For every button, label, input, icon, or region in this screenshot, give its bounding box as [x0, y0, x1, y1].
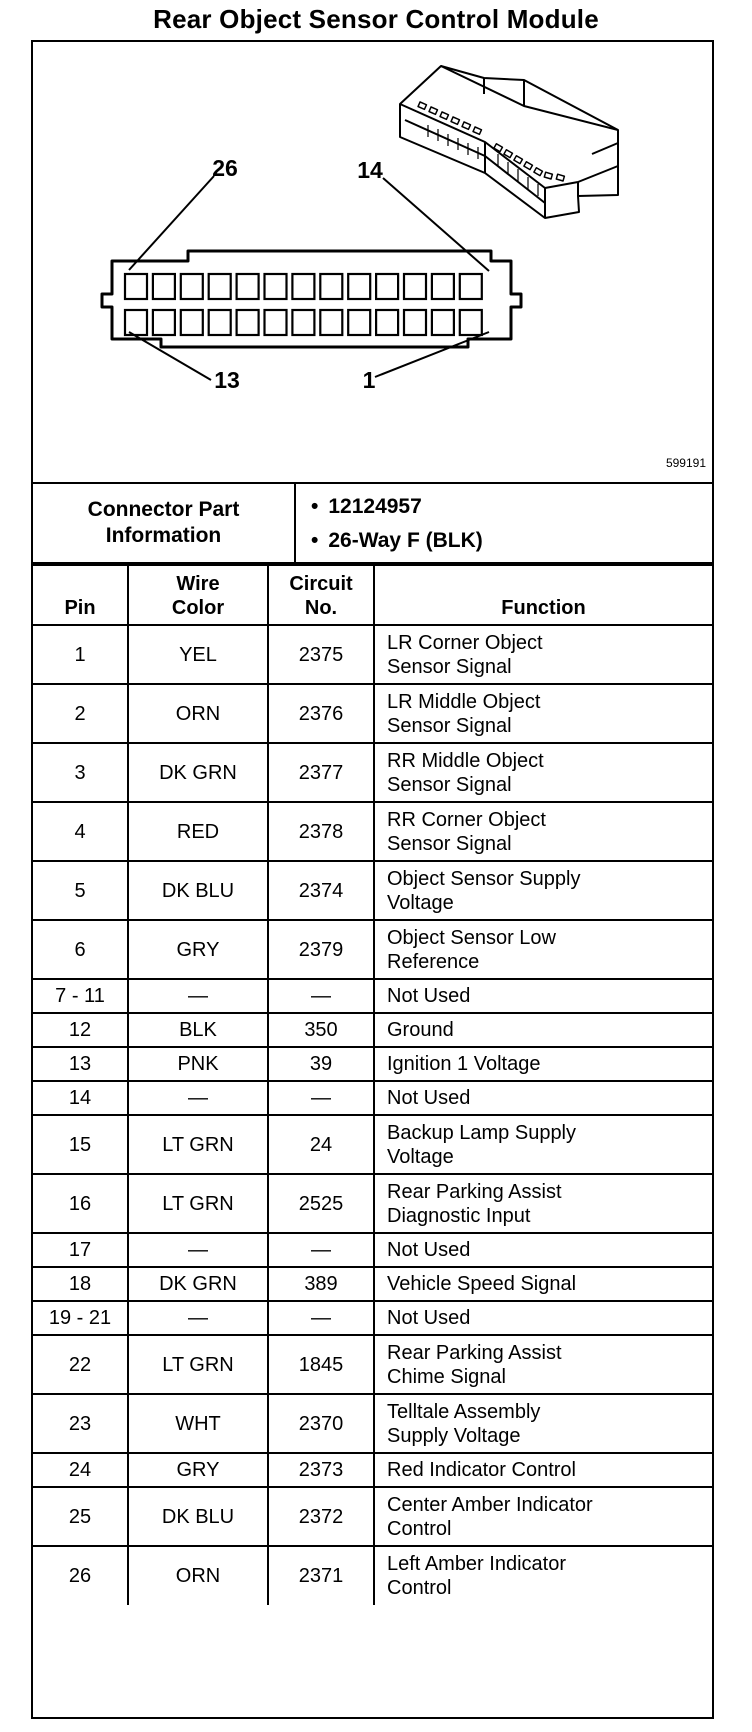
connector-cavity	[153, 310, 175, 335]
wire-color-cell: —	[128, 1233, 268, 1267]
leader-line-14	[383, 178, 489, 271]
pin-cell: 4	[33, 802, 128, 861]
table-row	[33, 1453, 712, 1487]
function-cell: Backup Lamp Supply Voltage	[374, 1115, 712, 1174]
pin-cell: 25	[33, 1487, 128, 1546]
connector-cavity	[125, 274, 147, 299]
circuit-no-cell: 2376	[268, 684, 374, 743]
function-cell: Object Sensor Supply Voltage	[374, 861, 712, 920]
circuit-no-cell: 2373	[268, 1453, 374, 1487]
pin-cell: 12	[33, 1013, 128, 1047]
function-cell: Not Used	[374, 979, 712, 1013]
function-cell: RR Middle Object Sensor Signal	[374, 743, 712, 802]
function-cell: Ground	[374, 1013, 712, 1047]
connector-cavity	[209, 310, 231, 335]
table-header-row	[33, 565, 712, 625]
table-row	[33, 1233, 712, 1267]
pin-cell: 18	[33, 1267, 128, 1301]
function-cell: Rear Parking Assist Diagnostic Input	[374, 1174, 712, 1233]
connector-cavity	[404, 310, 426, 335]
table-row	[33, 979, 712, 1013]
circuit-no-cell: —	[268, 979, 374, 1013]
connector-cavity	[460, 274, 482, 299]
pin-label-14: 14	[357, 157, 383, 183]
table-row	[33, 625, 712, 684]
wire-color-cell: DK GRN	[128, 743, 268, 802]
connector-cavity	[404, 274, 426, 299]
pin-cell: 15	[33, 1115, 128, 1174]
connector-cavity	[460, 310, 482, 335]
connector-cavities	[125, 274, 482, 335]
table-row	[33, 802, 712, 861]
wire-color-cell: ORN	[128, 1546, 268, 1605]
circuit-no-cell: 350	[268, 1013, 374, 1047]
circuit-no-cell: 24	[268, 1115, 374, 1174]
wire-color-cell: RED	[128, 802, 268, 861]
header-function: Function	[374, 565, 712, 625]
circuit-no-cell: 39	[268, 1047, 374, 1081]
connector-cavity	[153, 274, 175, 299]
circuit-no-cell: 2370	[268, 1394, 374, 1453]
function-cell: Left Amber Indicator Control	[374, 1546, 712, 1605]
table-row	[33, 861, 712, 920]
wire-color-cell: WHT	[128, 1394, 268, 1453]
figure-id: 599191	[665, 456, 706, 470]
connector-cavity	[125, 310, 147, 335]
wire-color-cell: PNK	[128, 1047, 268, 1081]
leader-line-26	[129, 176, 214, 270]
connector-cavity	[320, 310, 342, 335]
table-row	[33, 1301, 712, 1335]
table-row	[33, 1115, 712, 1174]
pin-cell: 22	[33, 1335, 128, 1394]
circuit-no-cell: 2378	[268, 802, 374, 861]
circuit-no-cell: 2525	[268, 1174, 374, 1233]
pin-cell: 23	[33, 1394, 128, 1453]
wire-color-cell: —	[128, 1301, 268, 1335]
wire-color-cell: LT GRN	[128, 1115, 268, 1174]
table-row	[33, 743, 712, 802]
connector-cavity	[376, 274, 398, 299]
pin-cell: 24	[33, 1453, 128, 1487]
connector-cavity	[320, 274, 342, 299]
table-row	[33, 920, 712, 979]
connector-cavity	[209, 274, 231, 299]
pin-rows	[33, 625, 712, 1605]
function-cell: Ignition 1 Voltage	[374, 1047, 712, 1081]
table-row	[33, 1267, 712, 1301]
circuit-no-cell: —	[268, 1081, 374, 1115]
table-row	[33, 1174, 712, 1233]
table-row	[33, 1047, 712, 1081]
circuit-no-cell: 2375	[268, 625, 374, 684]
connector-cavity	[292, 310, 314, 335]
wire-color-cell: DK BLU	[128, 861, 268, 920]
pin-label-26: 26	[212, 155, 238, 181]
function-cell: LR Middle Object Sensor Signal	[374, 684, 712, 743]
function-cell: Not Used	[374, 1301, 712, 1335]
table-row	[33, 1081, 712, 1115]
connector-cavity	[265, 310, 287, 335]
header-pin: Pin	[33, 565, 128, 625]
leader-line-13	[129, 332, 211, 380]
wire-color-cell: DK GRN	[128, 1267, 268, 1301]
table-row	[33, 684, 712, 743]
connector-cavity	[181, 310, 203, 335]
wire-color-cell: GRY	[128, 920, 268, 979]
connector-info-label: Connector Part Information	[33, 484, 296, 562]
function-cell: RR Corner Object Sensor Signal	[374, 802, 712, 861]
connector-cavity	[265, 274, 287, 299]
circuit-no-cell: —	[268, 1233, 374, 1267]
table-row	[33, 1487, 712, 1546]
table-row	[33, 1546, 712, 1605]
pin-label-1: 1	[362, 367, 376, 393]
wire-color-cell: BLK	[128, 1013, 268, 1047]
pin-cell: 2	[33, 684, 128, 743]
pin-table	[33, 564, 712, 1605]
connector-info-list	[311, 490, 483, 558]
table-row	[33, 1335, 712, 1394]
page-title: Rear Object Sensor Control Module	[153, 4, 599, 34]
header-circuit-no: Circuit No.	[268, 565, 374, 625]
function-cell: Not Used	[374, 1081, 712, 1115]
circuit-no-cell: 2374	[268, 861, 374, 920]
function-cell: Object Sensor Low Reference	[374, 920, 712, 979]
connector-cavity	[292, 274, 314, 299]
wire-color-cell: YEL	[128, 625, 268, 684]
wire-color-cell: LT GRN	[128, 1335, 268, 1394]
function-cell: Telltale Assembly Supply Voltage	[374, 1394, 712, 1453]
pin-cell: 16	[33, 1174, 128, 1233]
circuit-no-cell: 2372	[268, 1487, 374, 1546]
pin-cell: 13	[33, 1047, 128, 1081]
table-row	[33, 1394, 712, 1453]
pin-cell: 3	[33, 743, 128, 802]
connector-cavity	[348, 274, 370, 299]
wire-color-cell: LT GRN	[128, 1174, 268, 1233]
connector-type: • 26-Way F (BLK)	[311, 524, 483, 558]
connector-cavity	[237, 274, 259, 299]
connector-cavity	[432, 310, 454, 335]
pinout-frame	[31, 40, 714, 1719]
connector-part-number: • 12124957	[311, 490, 483, 524]
pin-cell: 19 - 21	[33, 1301, 128, 1335]
connector-cavity	[181, 274, 203, 299]
wire-color-cell: DK BLU	[128, 1487, 268, 1546]
wire-color-cell: GRY	[128, 1453, 268, 1487]
connector-diagram	[33, 42, 712, 482]
wire-color-cell: ORN	[128, 684, 268, 743]
connector-part-information	[33, 482, 712, 564]
wire-color-cell: —	[128, 1081, 268, 1115]
pin-cell: 14	[33, 1081, 128, 1115]
connector-cavity	[432, 274, 454, 299]
function-cell: LR Corner Object Sensor Signal	[374, 625, 712, 684]
function-cell: Center Amber Indicator Control	[374, 1487, 712, 1546]
pin-cell: 7 - 11	[33, 979, 128, 1013]
connector-illustration	[33, 42, 712, 482]
pin-cell: 5	[33, 861, 128, 920]
circuit-no-cell: 2371	[268, 1546, 374, 1605]
pin-cell: 17	[33, 1233, 128, 1267]
table-row	[33, 1013, 712, 1047]
pin-label-13: 13	[214, 367, 240, 393]
pin-cell: 1	[33, 625, 128, 684]
connector-cavity	[376, 310, 398, 335]
pin-cell: 6	[33, 920, 128, 979]
function-cell: Not Used	[374, 1233, 712, 1267]
function-cell: Rear Parking Assist Chime Signal	[374, 1335, 712, 1394]
circuit-no-cell: 389	[268, 1267, 374, 1301]
function-cell: Red Indicator Control	[374, 1453, 712, 1487]
circuit-no-cell: —	[268, 1301, 374, 1335]
connector-isometric-drawing	[400, 66, 618, 218]
function-cell: Vehicle Speed Signal	[374, 1267, 712, 1301]
pin-cell: 26	[33, 1546, 128, 1605]
circuit-no-cell: 2377	[268, 743, 374, 802]
connector-cavity	[348, 310, 370, 335]
connector-cavity	[237, 310, 259, 335]
wire-color-cell: —	[128, 979, 268, 1013]
circuit-no-cell: 2379	[268, 920, 374, 979]
header-wire-color: Wire Color	[128, 565, 268, 625]
circuit-no-cell: 1845	[268, 1335, 374, 1394]
leader-line-1	[375, 332, 489, 377]
